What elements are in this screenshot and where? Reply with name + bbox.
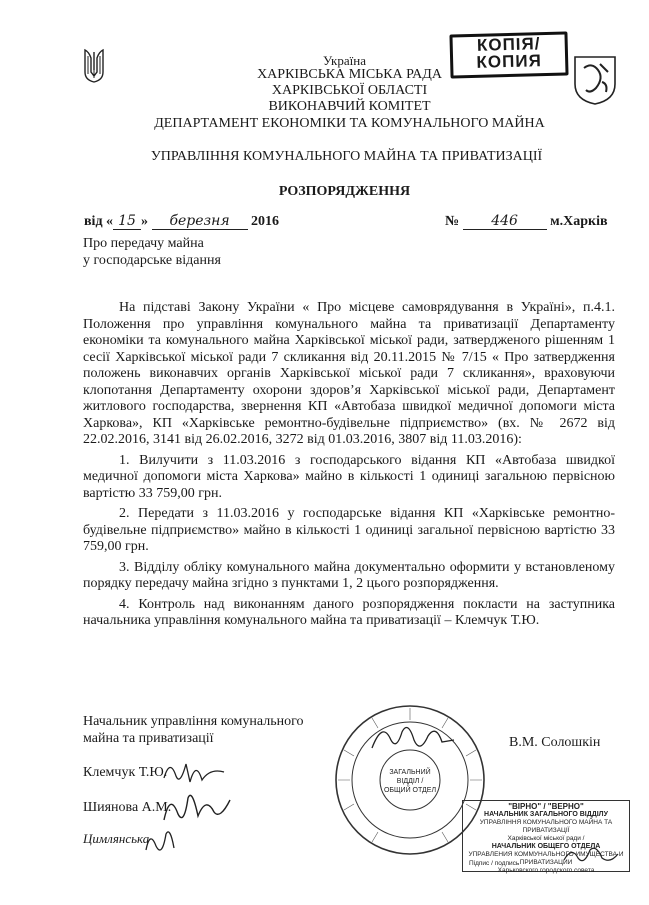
city: м.Харків bbox=[550, 214, 608, 229]
header-country: Україна bbox=[323, 53, 366, 68]
subject bbox=[83, 235, 221, 269]
visa-klemchuk: Клемчук Т.Ю. bbox=[83, 765, 168, 780]
verno-line6: Харьковского городского совета bbox=[497, 867, 595, 874]
date-line bbox=[84, 213, 279, 230]
date-prefix: від « bbox=[84, 214, 114, 229]
copy-stamp-line2: КОПИЯ bbox=[476, 51, 543, 72]
header-org-line2: ХАРКІВСЬКОЇ ОБЛАСТІ bbox=[271, 83, 428, 98]
verno-line3: Харківської міської ради / bbox=[507, 835, 585, 842]
document-title: РОЗПОРЯДЖЕННЯ bbox=[278, 184, 411, 199]
verno-sign-label: Підпис / подпись bbox=[469, 860, 520, 867]
round-stamp-text-1: ЗАГАЛЬНИЙ bbox=[389, 769, 431, 776]
header-org-line4: ДЕПАРТАМЕНТ ЕКОНОМІКИ ТА КОМУНАЛЬНОГО МАЙНА bbox=[154, 116, 545, 131]
signatory-title bbox=[83, 713, 304, 747]
body-text bbox=[83, 300, 615, 630]
document-number: 446 bbox=[463, 213, 547, 230]
verno-signature bbox=[560, 842, 622, 868]
verno-line4: НАЧАЛЬНИК ОБЩЕГО ОТДЕЛА bbox=[491, 843, 601, 850]
round-stamp-text-3: ОБЩИЙ ОТДЕЛ bbox=[383, 787, 437, 794]
date-mid: » bbox=[141, 214, 149, 229]
visa-signature-3 bbox=[140, 824, 180, 860]
order-item-2: 2. Передати з 11.03.2016 у господарське відання КП «Харківське ремонтно-будівельне підприємство» майно в кількості 1 одиниці загальної первісною вартістю 33 759,00 грн. bbox=[83, 506, 615, 554]
verno-title: "ВІРНО" / "ВЕРНО" bbox=[508, 802, 584, 811]
visa-tsymlianska: Цимлянська bbox=[83, 831, 150, 846]
round-stamp-text-2: ВІДДІЛ / bbox=[396, 778, 424, 785]
signatory-title-line2: майна та приватизації bbox=[83, 731, 214, 746]
head-signature bbox=[368, 718, 458, 758]
verno-line2: УПРАВЛІННЯ КОМУНАЛЬНОГО МАЙНА ТА ПРИВАТИЗАЦІЇ bbox=[479, 819, 613, 834]
date-day: 15 bbox=[113, 213, 141, 230]
subject-line1: Про передачу майна bbox=[83, 236, 204, 251]
order-item-1: 1. Вилучити з 11.03.2016 з господарського відання КП «Автобаза швидкої медичної допомоги міста Харкова» майно в кількості 1 одиниці загальною первісною вартістю 33 759,00 грн. bbox=[83, 452, 615, 501]
copy-stamp-line1: КОПІЯ/ bbox=[476, 34, 541, 55]
header-org-line1: ХАРКІВСЬКА МІСЬКА РАДА bbox=[257, 67, 442, 82]
preamble-paragraph: На підставі Закону України « Про місцеве самоврядування в Україні», п.4.1. Положення про управління комунального майна та приватизації Департаменту економіки та комунального майна Харківської міської ради, затвердженого рішенням 1 сесії Харківської міської ради 7 скликання від 20.11.2015 № 7/15 « Про затвердження положень виконавчих органів Харківської міської ради 7 скликання», враховуючи клопотання Департаменту охорони здоров’я Харківської міської ради, Департамент житлового господарства, звернення КП «Автобаза швидкої медичної допомоги міста Харкова», КП «Харківське ремонтно-будівельне підприємство» (вх. № 2672 від 22.02.2016, 3141 від 26.02.2016, 3272 від 01.03.2016, 3807 від 11.03.2016): bbox=[83, 300, 615, 447]
date-month: березня bbox=[152, 213, 248, 230]
header-department: УПРАВЛІННЯ КОМУНАЛЬНОГО МАЙНА ТА ПРИВАТИЗАЦІЇ bbox=[150, 149, 543, 164]
signatory-name: В.М. Солошкін bbox=[509, 735, 601, 750]
visa-shiyanova: Шиянова А.М. bbox=[83, 800, 172, 815]
subject-line2: у господарське відання bbox=[83, 253, 221, 268]
visa-signature-1 bbox=[160, 754, 230, 788]
order-item-3: 3. Відділу обліку комунального майна документально оформити у встановленому порядку передачу майна згідно з пунктами 1, 2 цього розпорядження. bbox=[83, 559, 615, 591]
number-label: № bbox=[445, 214, 460, 229]
date-year: 2016 bbox=[251, 214, 280, 229]
number-line bbox=[445, 213, 608, 230]
verno-line1: НАЧАЛЬНИК ЗАГАЛЬНОГО ВІДДІЛУ bbox=[484, 811, 608, 818]
order-item-4: 4. Контроль над виконанням даного розпорядження покласти на заступника начальника управління комунального майна та приватизації – Клемчук Т.Ю. bbox=[83, 596, 615, 628]
signatory-title-line1: Начальник управління комунального bbox=[83, 714, 304, 729]
header-org-line3: ВИКОНАВЧИЙ КОМІТЕТ bbox=[268, 99, 431, 114]
verno-line5: УПРАВЛЕНИЯ КОММУНАЛЬНОГО ИМУЩЕСТВА И ПРИВАТИЗАЦИИ bbox=[468, 851, 624, 866]
